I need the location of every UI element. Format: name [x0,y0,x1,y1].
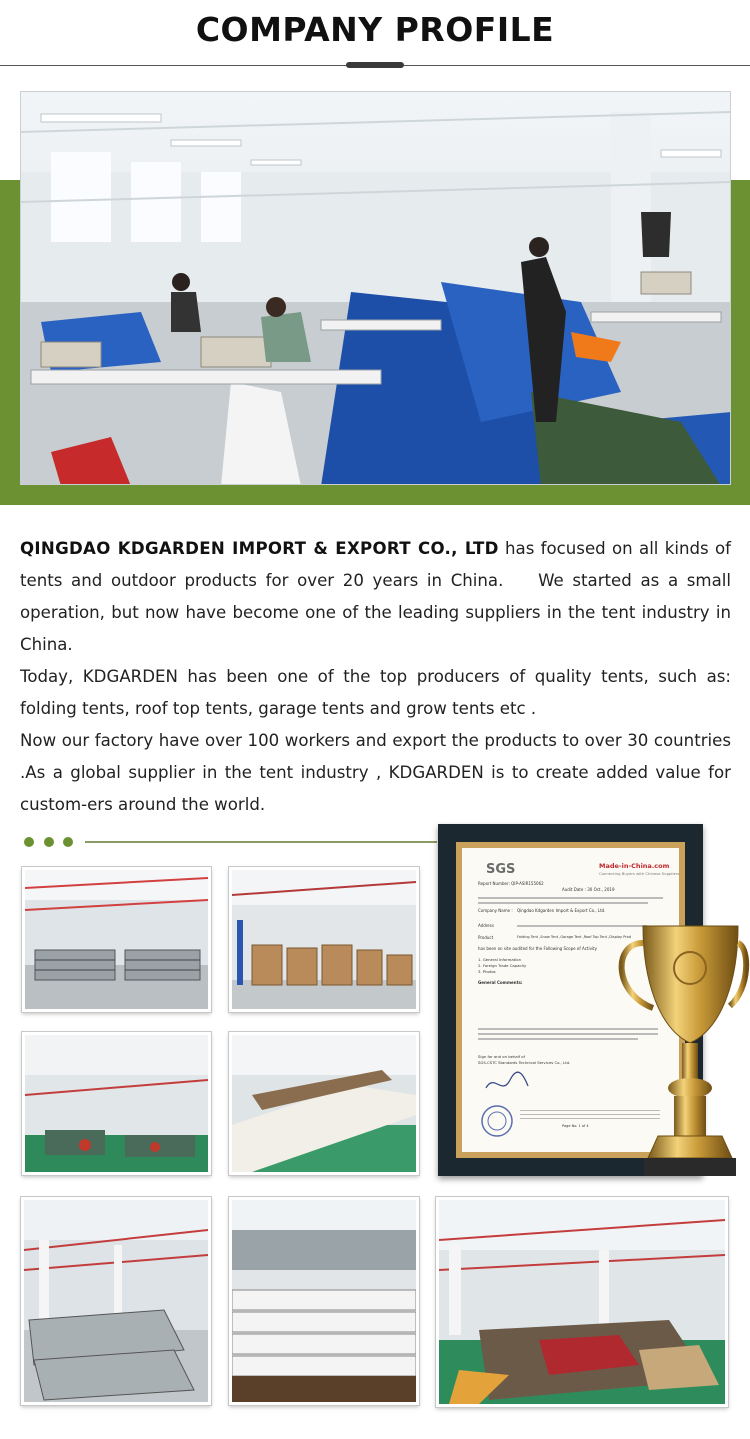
factory-photo-assembly-floor [21,1197,211,1405]
signature-icon [482,1068,532,1098]
sgs-seal-icon [480,1104,514,1138]
decor-line [85,841,437,843]
certificate-signer: SGS-CSTC Standards Technical Services Co., Ltd. [478,1060,571,1065]
certificate-product-value: Folding Tent ,Snow Tent ,Garage Tent ,Roof Top Tent ,Display Prod [517,935,631,939]
trophy-icon [608,918,750,1188]
certificate-report-number: Report Number: QIP-ASIR155062 [478,881,544,886]
certificate-scope: has been on site audited for the Following Scope of Activity [478,946,597,951]
certificate-comments-label: General Comments: [478,980,523,985]
decor-dot [24,837,34,847]
factory-photo-panels [229,1197,419,1405]
made-in-china-logo: Made-in-China.com [599,862,670,870]
intro-paragraph-1-text: has focused on all kinds of tents and outdoor products for over 20 years in China. We started as a small operation, but now have become one of the leading suppliers in the tent industry in China. [20,539,731,654]
certificate-address-label: Address [478,923,494,928]
factory-hero-photo [20,91,731,485]
certificate-scope-item: 3. Photos [478,969,496,974]
intro-paragraph-3: Now our factory have over 100 workers and export the products to over 30 countries .As a global supplier in the tent industry , KDGARDEN is to create added value for custom-ers around the world. [20,731,731,814]
factory-photo-fabric-rolls [229,1032,419,1175]
certificate-company-value: Qingdao Kdgarden Import & Export Co., Ltd. [517,908,606,913]
factory-photo-warehouse-racks [22,867,211,1012]
certificate-page-number: Page No. 1 of 4 [562,1124,589,1128]
page-title: COMPANY PROFILE [195,10,555,49]
certificate-audit-date: Audit Date : 30 Oct., 2019 [562,887,615,892]
decor-dot [44,837,54,847]
company-intro [20,533,731,821]
certificate-scope-item: 2. Foreign Trade Capacity [478,963,527,968]
certificate-company-label: Company Name : [478,908,513,913]
intro-paragraph-2: Today, KDGARDEN has been one of the top producers of quality tents, such as: folding tents, roof top tents, garage tents and grow tents etc . [20,667,731,718]
factory-photo-production-line [436,1197,728,1407]
sgs-logo: SGS [486,862,516,877]
factory-photo-cartons [229,867,419,1012]
decor-dot [63,837,73,847]
company-name: QINGDAO KDGARDEN IMPORT & EXPORT CO., LTD [20,539,499,558]
factory-photo-workshop [22,1032,211,1175]
title-divider-tab [346,62,404,68]
certificate-product-label: Product [478,935,494,940]
certificate-sign-label: Sign for and on behalf of [478,1054,525,1059]
intro-paragraph-1 [20,533,731,661]
certificate-tagline: Connecting Buyers with Chinese Suppliers [599,871,679,876]
certificate-scope-item: 1. General Information [478,957,521,962]
